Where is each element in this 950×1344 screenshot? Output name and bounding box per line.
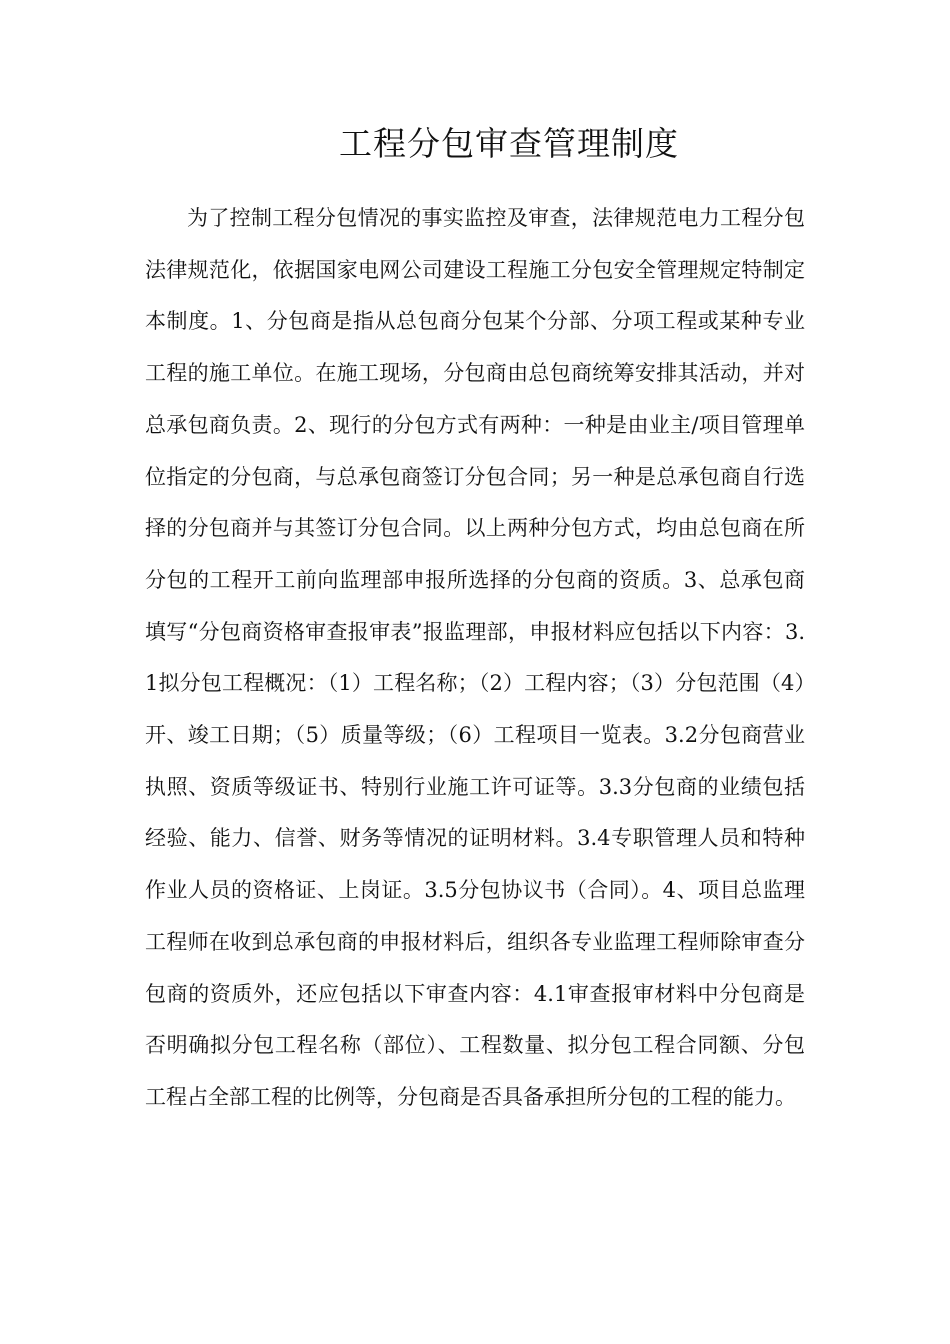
document-body-paragraph: 为了控制工程分包情况的事实监控及审查，法律规范电力工程分包法律规范化，依据国家电网公司建设工程施工分包安全管理规定特制定本制度。1、分包商是指从总包商分包某个分部、分项工程或某种专业工程的施工单位。在施工现场，分包商由总包商统筹安排其活动，并对总承包商负责。2、现行的分包方式有两种：一种是由业主/项目管理单位指定的分包商，与总承包商签订分包合同；另一种是总承包商自行选择的分包商并与其签订分包合同。以上两种分包方式，均由总包商在所分包的工程开工前向监理部申报所选择的分包商的资质。3、总承包商填写“分包商资格审查报审表”报监理部，申报材料应包括以下内容：3.1拟分包工程概况：（1）工程名称；（2）工程内容；（3）分包范围（4）开、竣工日期；（5）质量等级；（6）工程项目一览表。3.2分包商营业执照、资质等级证书、特别行业施工许可证等。3.3分包商的业绩包括经验、能力、信誉、财务等情况的证明材料。3.4专职管理人员和特种作业人员的资格证、上岗证。3.5分包协议书（合同）。4、项目总监理工程师在收到总承包商的申报材料后，组织各专业监理工程师除审查分包商的资质外，还应包括以下审查内容：4.1审查报审材料中分包商是否明确拟分包工程名称（部位）、工程数量、拟分包工程合同额、分包工程占全部工程的比例等，分包商是否具备承担所分包的工程的能力。 (145, 206, 805, 1109)
document-title: 工程分包审查管理制度 (339, 124, 679, 163)
